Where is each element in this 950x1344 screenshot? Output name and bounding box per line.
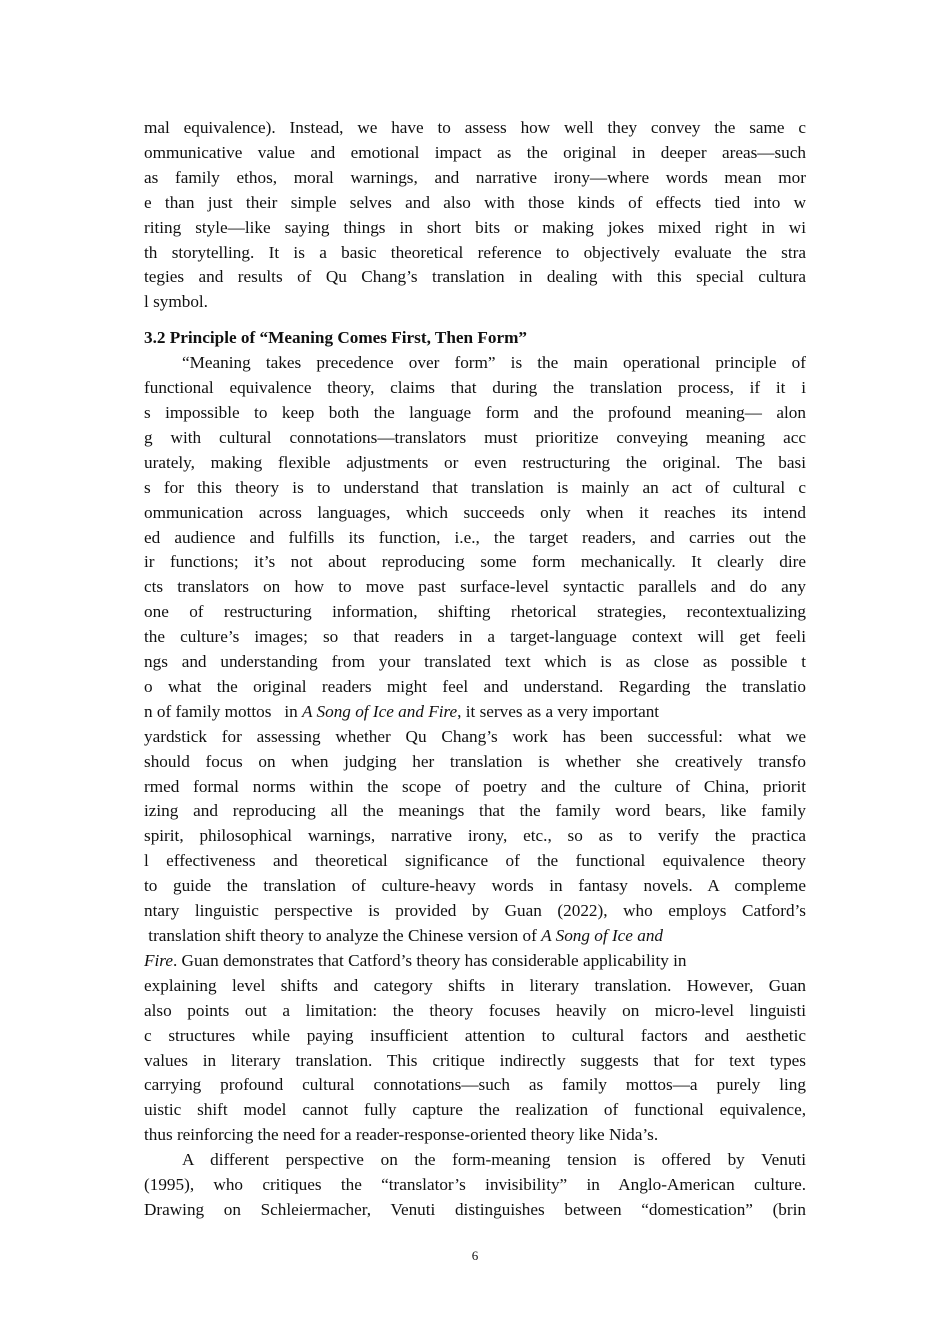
- text-line: ommunicative value and emotional impact as the original in deeper areas—such: [144, 142, 806, 162]
- text-line-with-title: [144, 949, 806, 974]
- text-line: riting style—like saying things in short bits or making jokes mixed right in wi: [144, 217, 806, 237]
- text-line: (1995), who critiques the “translator’s invisibility” in Anglo-American culture.: [144, 1175, 806, 1195]
- text-line: one of restructuring information, shifting rhetorical strategies, recontextualizing: [144, 602, 806, 622]
- text-line-with-title: [144, 924, 806, 949]
- text-line: cts translators on how to move past surface-level syntactic parallels and do any: [144, 577, 806, 597]
- text-line: g with cultural connotations—translators must prioritize conveying meaning acc: [144, 427, 806, 447]
- text-line: Drawing on Schleiermacher, Venuti distinguishes between “domestication” (brin: [144, 1199, 806, 1219]
- text-line: ngs and understanding from your translated text which is as close as possible t: [144, 652, 806, 672]
- text-line: carrying profound cultural connotations—such as family mottos—a purely ling: [144, 1075, 806, 1095]
- text-line: rmed formal norms within the scope of poetry and the culture of China, priorit: [144, 776, 806, 796]
- intro-paragraph: [144, 116, 806, 315]
- text-segment: . Guan demonstrates that Catford’s theory has considerable applicability in: [172, 950, 687, 970]
- text-line: A different perspective on the form-meaning tension is offered by Venuti: [182, 1150, 806, 1170]
- text-line: urately, making flexible adjustments or even restructuring the original. The basi: [144, 452, 806, 472]
- section-heading: 3.2 Principle of “Meaning Comes First, Then Form”: [144, 328, 528, 348]
- text-line: thus reinforcing the need for a reader-response-oriented theory like Nida’s.: [144, 1125, 659, 1145]
- paragraph-venuti: [144, 1148, 806, 1223]
- text-line: l symbol.: [144, 292, 208, 312]
- text-line: s for this theory is to understand that translation is mainly an act of cultural c: [144, 477, 806, 497]
- book-title: A Song of Ice and Fire: [302, 701, 458, 721]
- text-line: tegies and results of Qu Chang’s translation in dealing with this special cultura: [144, 267, 806, 287]
- text-line: ir functions; it’s not about reproducing some form mechanically. It clearly dire: [144, 552, 806, 572]
- text-line: ommunication across languages, which succeeds only when it reaches its intend: [144, 502, 806, 522]
- text-line: the culture’s images; so that readers in a target-language context will get feeli: [144, 627, 806, 647]
- book-title: Fire: [144, 950, 173, 970]
- paragraph-meaning-first: [144, 351, 806, 1148]
- page-body: [144, 116, 806, 1223]
- text-line: yardstick for assessing whether Qu Chang’s work has been successful: what we: [144, 726, 806, 746]
- text-line: izing and reproducing all the meanings that the family word bears, like family: [144, 801, 806, 821]
- text-line: values in literary translation. This critique indirectly suggests that for text types: [144, 1050, 806, 1070]
- text-line: functional equivalence theory, claims that during the translation process, if it i: [144, 378, 806, 398]
- book-title: A Song of Ice and: [541, 926, 664, 945]
- text-line: th storytelling. It is a basic theoretical reference to objectively evaluate the stra: [144, 242, 806, 262]
- text-line: o what the original readers might feel and understand. Regarding the translatio: [144, 676, 806, 696]
- text-line: ntary linguistic perspective is provided by Guan (2022), who employs Catford’s: [144, 901, 806, 921]
- text-line: c structures while paying insufficient attention to cultural factors and aesthetic: [144, 1025, 806, 1045]
- text-segment: n of family mottos in: [144, 701, 303, 721]
- page-number: 6: [471, 1248, 479, 1263]
- text-line: “Meaning takes precedence over form” is the main operational principle of: [182, 353, 806, 373]
- text-segment: translation shift theory to analyze the Chinese version of: [144, 926, 542, 945]
- text-line: spirit, philosophical warnings, narrative irony, etc., so as to verify the practica: [144, 826, 806, 846]
- text-line: uistic shift model cannot fully capture the realization of functional equivalence,: [144, 1100, 806, 1120]
- text-line: ed audience and fulfills its function, i.e., the target readers, and carries out the: [144, 527, 806, 547]
- text-line: l effectiveness and theoretical significance of the functional equivalence theory: [144, 851, 806, 871]
- text-line: to guide the translation of culture-heavy words in fantasy novels. A compleme: [144, 876, 806, 896]
- text-line: should focus on when judging her translation is whether she creatively transfo: [144, 751, 806, 771]
- text-line-with-title: [144, 700, 806, 725]
- text-line: e than just their simple selves and also with those kinds of effects tied into w: [144, 192, 806, 212]
- text-line: also points out a limitation: the theory focuses heavily on micro-level linguisti: [144, 1000, 806, 1020]
- text-segment: , it serves as a very important: [457, 701, 660, 721]
- text-line: explaining level shifts and category shifts in literary translation. However, Guan: [144, 975, 806, 995]
- text-line: s impossible to keep both the language form and the profound meaning— alon: [144, 402, 806, 422]
- text-line: as family ethos, moral warnings, and narrative irony—where words mean mor: [144, 167, 806, 187]
- text-line: mal equivalence). Instead, we have to assess how well they convey the same c: [144, 118, 806, 137]
